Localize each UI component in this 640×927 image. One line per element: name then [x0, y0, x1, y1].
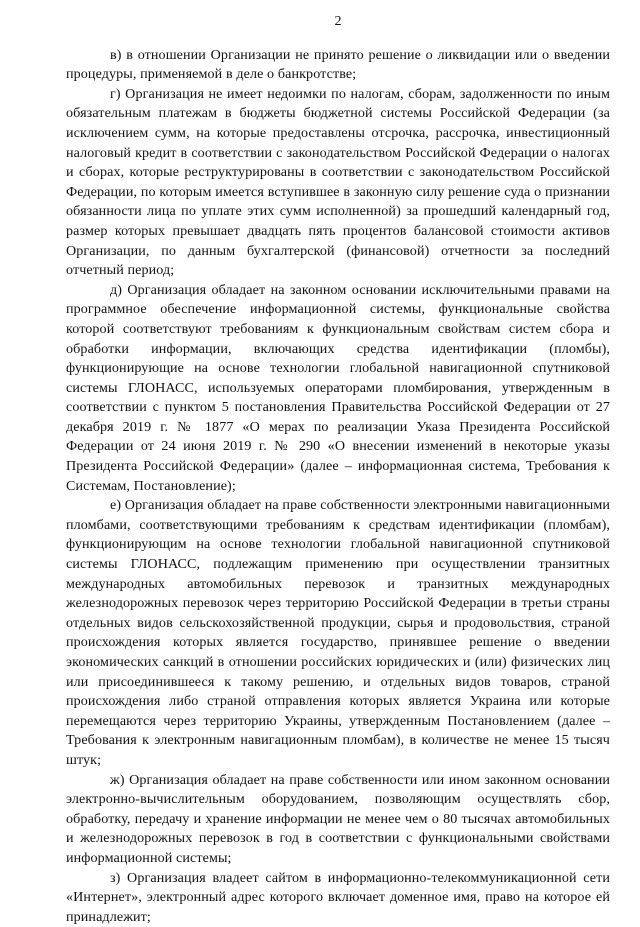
- paragraph-z: з) Организация владеет сайтом в информационно-телекоммуникационной сети «Интернет», электронный адрес которого включает доменное имя, право на которое ей принадлежит;: [66, 869, 610, 925]
- paragraph-g: г) Организация не имеет недоимки по налогам, сборам, задолженности по иным обязательным платежам в бюджеты бюджетной системы Российской Федерации (за исключением сумм, на которые предоставлены отсрочка, рассрочка, инвестиционный налоговый кредит в соответствии с законодательством Российской Федерации о налогах и сборах, которые реструктурированы в соответствии с законодательством Российской Федерации, по которым имеется вступившее в законную силу решение суда о признании обязанности лица по уплате этих сумм исполненной) за прошедший календарный год, размер которых превышает двадцать пять процентов балансовой стоимости активов Организации, по данным бухгалтерской (финансовой) отчетности за последний отчетный период;: [66, 85, 610, 279]
- document-page: [66, 12, 610, 927]
- paragraph-d: д) Организация обладает на законном основании исключительными правами на программное обеспечение информационной системы, функциональные свойства которой соответствуют требованиям к функциональным свойствам систем сбора и обработки информации, включающих средства идентификации (пломбы), функционирующие на основе технологии глобальной навигационной спутниковой системы ГЛОНАСС, используемых операторами пломбирования, утвержденным в соответствии с пунктом 5 постановления Правительства Российской Федерации от 27 декабря 2019 г. № 1877 «О мерах по реализации Указа Президента Российской Федерации от 24 июня 2019 г. № 290 «О внесении изменений в некоторые указы Президента Российской Федерации» (далее – информационная система, Требования к Системам, Постановление);: [66, 281, 610, 494]
- paragraph-e: е) Организация обладает на праве собственности электронными навигационными пломбами, соответствующими требованиям к средствам идентификации (пломбам), функционирующим на основе технологии глобальной навигационной спутниковой системы ГЛОНАСС, подлежащим применению при осуществлении транзитных международных автомобильных перевозок и транзитных международных железнодорожных перевозок через территорию Российской Федерации в третьи страны отдельных видов сельскохозяйственной продукции, сырья и продовольствия, страной происхождения которых является государство, принявшее решение о введении экономических санкций в отношении российских юридических и (или) физических лиц или присоединившееся к такому решению, и отдельных видов товаров, страной происхождения либо страной отправления которых является Украина или которые перемещаются через территорию Украины, утвержденным Постановлением (далее – Требования к электронным навигационным пломбам), в количестве не менее 15 тысяч штук;: [66, 497, 610, 768]
- paragraph-zh: ж) Организация обладает на праве собственности или ином законном основании электронно-вычислительным оборудованием, позволяющим осуществлять сбор, обработку, передачу и хранение информации не менее чем о 80 тысячах автомобильных и железнодорожных перевозок в год в соответствии с функциональными свойствами информационной системы;: [66, 771, 610, 866]
- page-number: 2: [334, 13, 342, 29]
- paragraph-v: в) в отношении Организации не принято решение о ликвидации или о введении процедуры, применяемой в деле о банкротстве;: [66, 46, 610, 83]
